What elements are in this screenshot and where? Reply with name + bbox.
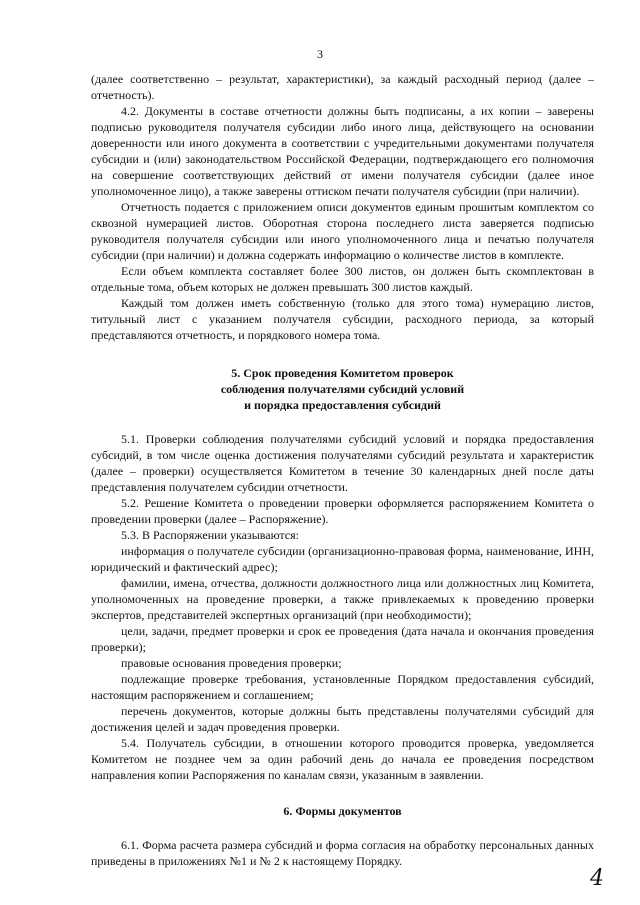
list-item-officials: фамилии, имена, отчества, должности должностного лица или должностных лиц Комитета, уполномоченных на проведение проверки, а также привлекаемых к проведению проверки экспертов, представителей экспертных организаций (при необходимости); [91,576,594,622]
paragraph-5-1: 5.1. Проверки соблюдения получателями субсидий условий и порядка предоставления субсидий, в том числе оценка достижения получателями субсидий результата и характеристик (далее – проверки) осуществляется Комитетом в течение 30 календарных дней после даты представления получателем субсидии отчетности. [91,432,594,494]
paragraph-5-4: 5.4. Получатель субсидии, в отношении которого проводится проверка, уведомляется Комитетом не позднее чем за один рабочий день до начала ее проведения посредством направления копии Распоряжения по каналам связи, указанным в заявлении. [91,736,594,782]
list-item-requirements: подлежащие проверке требования, установленные Порядком предоставления субсидий, настоящим распоряжением и соглашением; [91,672,594,702]
list-item-recipient-info: информация о получателе субсидии (организационно-правовая форма, наименование, ИНН, юридический и фактический адрес); [91,544,594,574]
section-5-heading-line-2: соблюдения получателями субсидий условий [220,382,465,396]
paragraph-5-3: 5.3. В Распоряжении указываются: [121,528,299,542]
list-item-legal-grounds: правовые основания проведения проверки; [121,656,342,670]
paragraph-4-2: 4.2. Документы в составе отчетности должны быть подписаны, а их копии – заверены подписью руководителя получателя субсидии либо иного лица, действующего на основании доверенности или иного документа в соответствии с учредительными документами получателя субсидии и (или) законодательством Российской Федерации, подтверждающего его полномочия на совершение соответствующих действий от имени получателя субсидии (далее иное уполномоченное лицо), а также заверены оттиском печати получателя субсидии (при наличии). [91,104,594,198]
section-5-heading [91,365,594,413]
document-body [91,71,594,869]
paragraph-5-2: 5.2. Решение Комитета о проведении проверки оформляется распоряжением Комитета о проведении проверки (далее – Распоряжение). [91,496,594,526]
section-5-heading-line-1: 5. Срок проведения Комитетом проверок [231,366,454,380]
handwritten-page-mark: 4 [590,866,604,891]
list-item-documents: перечень документов, которые должны быть представлены получателями субсидий для достижения целей и задач проведения проверки. [91,704,594,734]
page-number: 3 [317,47,323,61]
list-item-goals: цели, задачи, предмет проверки и срок ее проведения (дата начала и окончания проведения проверки); [91,624,594,654]
section-6-heading: 6. Формы документов [283,804,402,818]
paragraph-volume-numbering: Каждый том должен иметь собственную (только для этого тома) нумерацию листов, титульный лист с указанием получателя субсидии, расходного периода, за который представляются отчетность, и порядкового номера тома. [91,296,594,342]
paragraph-volume-limit: Если объем комплекта составляет более 300 листов, он должен быть скомплектован в отдельные тома, объем которых не должен превышать 300 листов каждый. [91,264,594,294]
paragraph-report-submission: Отчетность подается с приложением описи документов единым прошитым комплектом со сквозной нумерацией листов. Оборотная сторона последнего листа заверяется подписью руководителя получателя субсидии или иного уполномоченного лица и печатью получателя субсидии (при наличии) и должна содержать информацию о количестве листов в комплекте. [91,200,594,262]
section-5-heading-line-3: и порядка предоставления субсидий [244,398,441,412]
paragraph-continuation: (далее соответственно – результат, характеристики), за каждый расходный период (далее – отчетность). [91,72,594,102]
paragraph-6-1: 6.1. Форма расчета размера субсидий и форма согласия на обработку персональных данных приведены в приложениях №1 и № 2 к настоящему Порядку. [91,838,594,868]
